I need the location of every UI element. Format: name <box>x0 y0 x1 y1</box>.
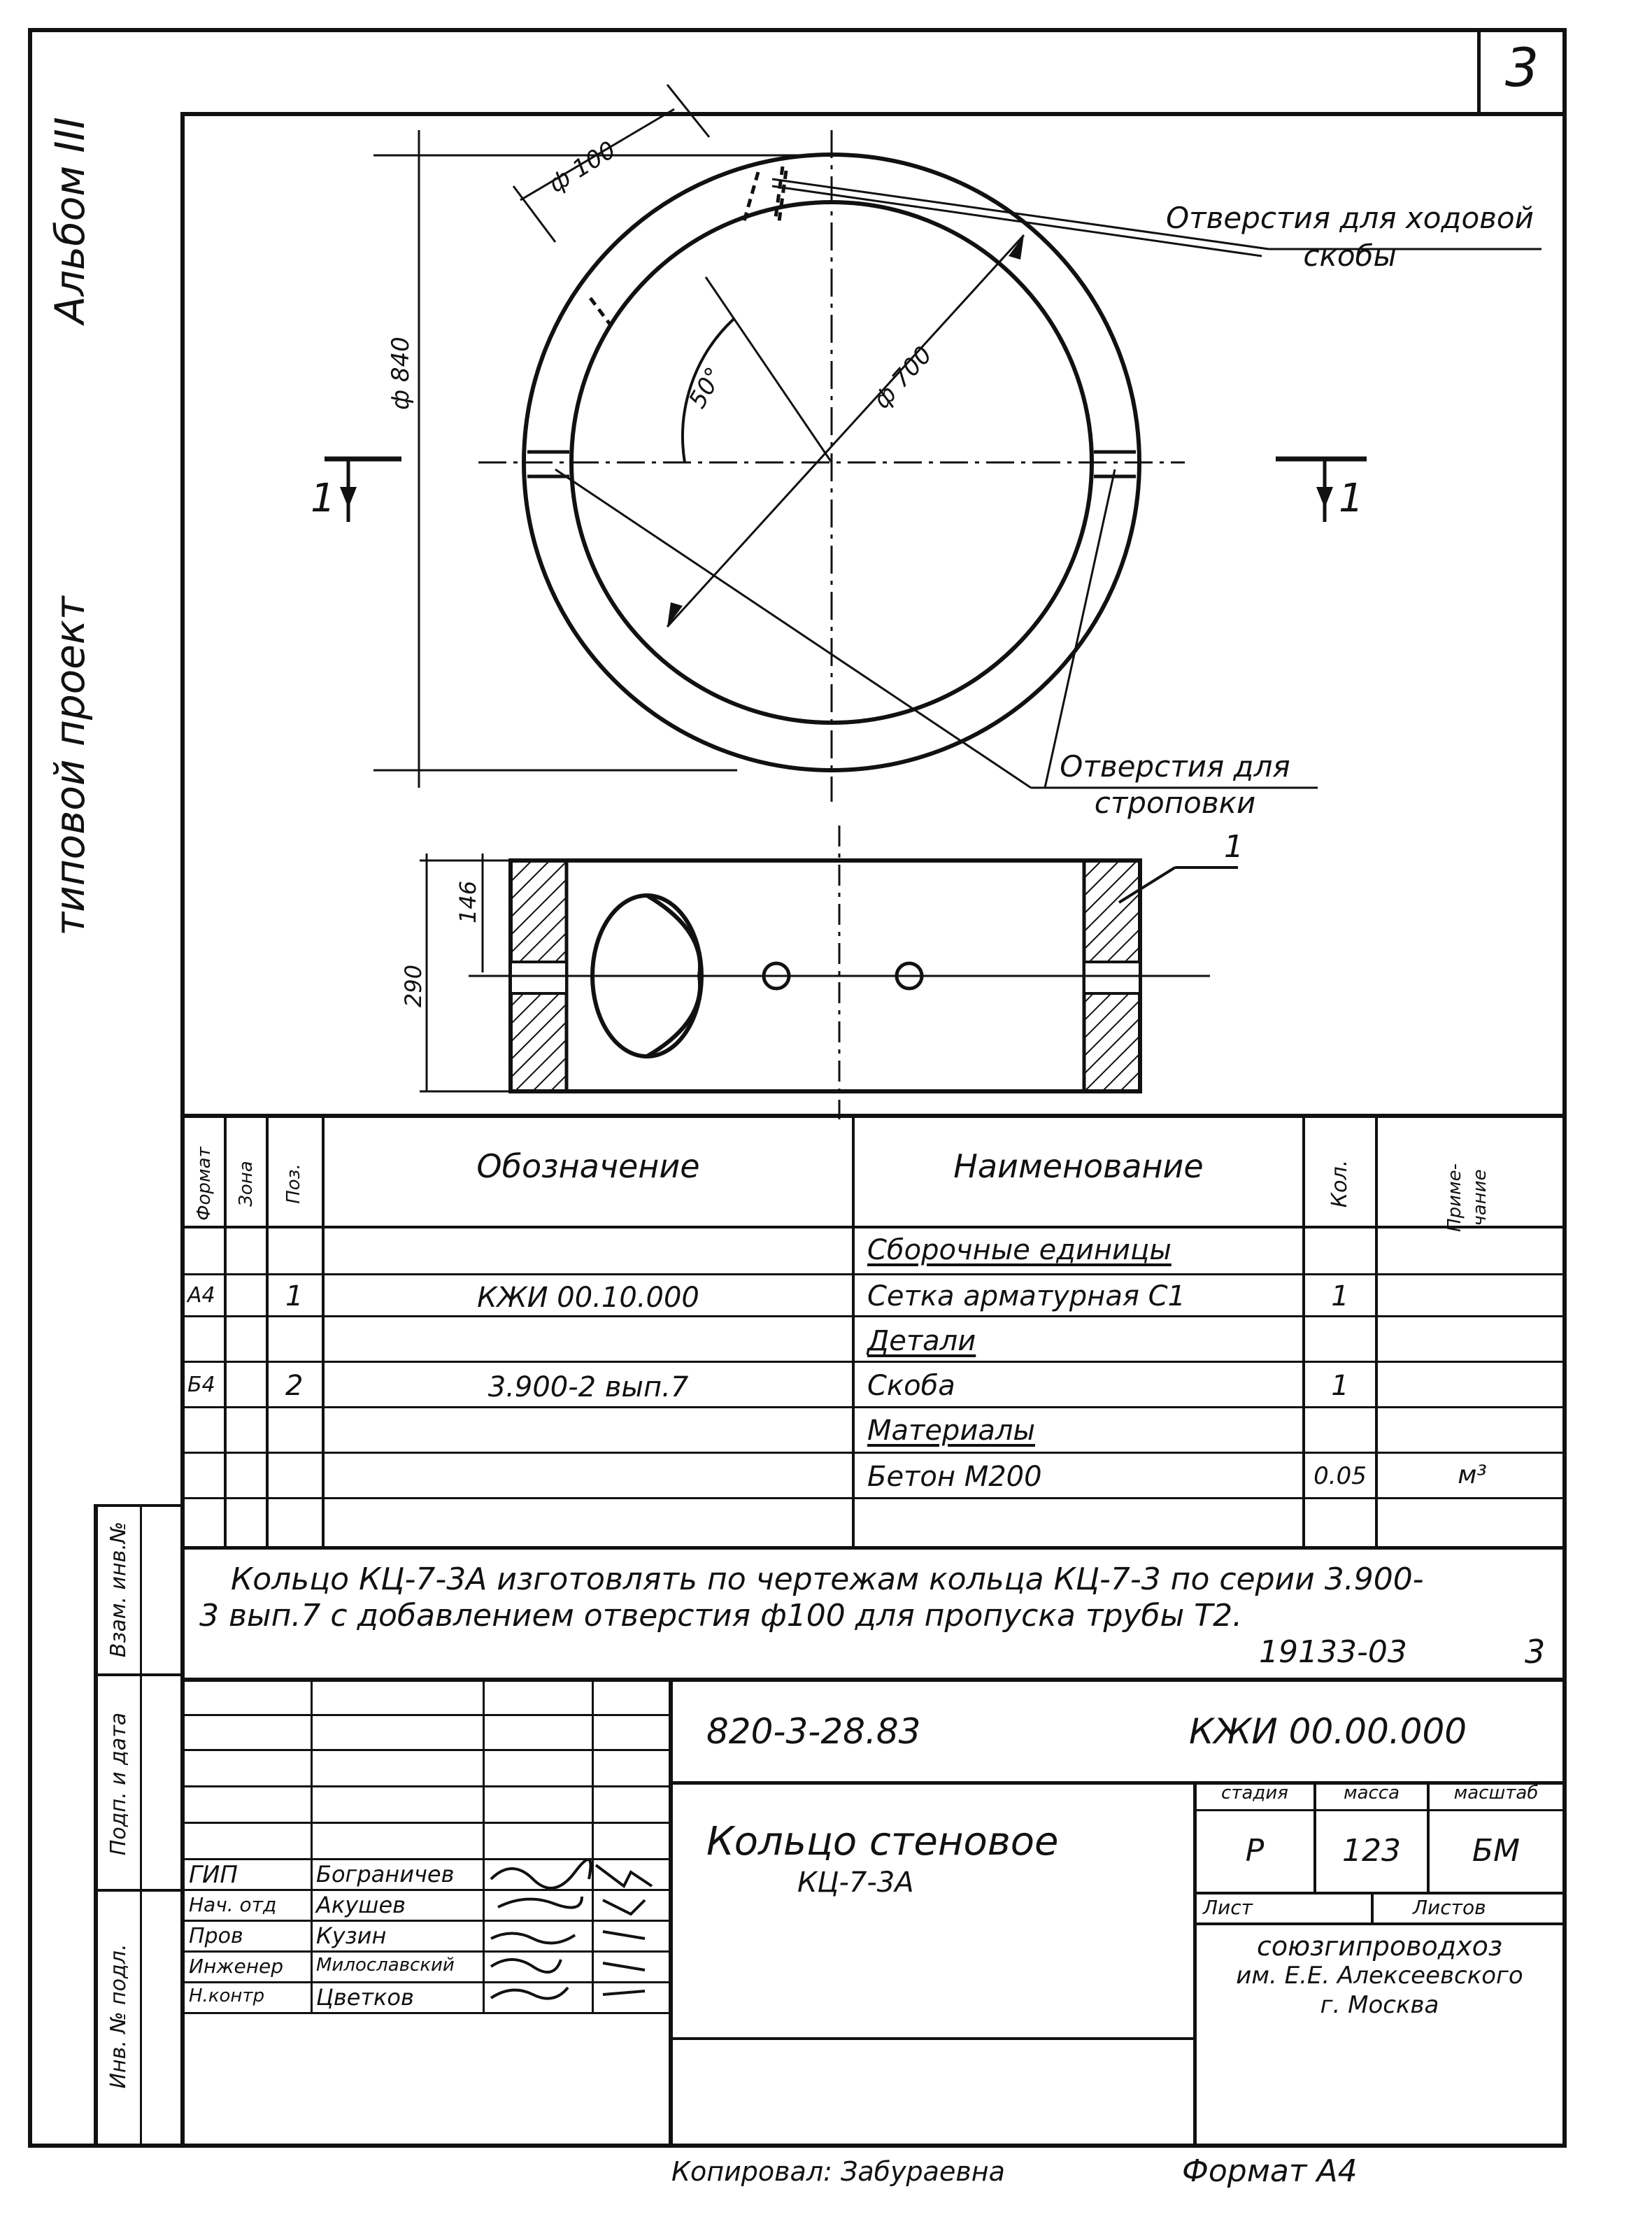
header-note: Приме- чание <box>1444 1163 1490 1232</box>
doc-ref: 19133-03 <box>1259 1634 1407 1670</box>
row1-name: Сетка арматурная С1 <box>867 1280 1185 1312</box>
signatures <box>484 1858 669 2012</box>
row3-qty: 0.05 <box>1313 1462 1367 1490</box>
row3-note: м³ <box>1458 1461 1487 1489</box>
stamp-sign-date: Подп. и дата <box>106 1712 131 1856</box>
dim-hole-label: ф 100 <box>543 136 621 199</box>
dim-inner-label: ф 700 <box>867 341 938 415</box>
row-materials: Материалы <box>867 1415 1035 1447</box>
org-line1: союзгипроводхоз <box>1256 1931 1503 1962</box>
row1-pos: 1 <box>285 1280 304 1312</box>
row1-format: А4 <box>187 1283 215 1308</box>
header-name: Наименование <box>953 1147 1204 1185</box>
pos-label: 1 <box>1224 829 1244 865</box>
staff-role-5: Н.контр <box>189 1985 265 2006</box>
row2-format: Б4 <box>187 1373 215 1397</box>
note-line1: Кольцо КЦ-7-3А изготовлять по чертежам кольца КЦ-7-3 по серии 3.900- <box>231 1561 1424 1597</box>
mass-value: 123 <box>1342 1833 1401 1869</box>
row-details: Детали <box>867 1325 976 1357</box>
org-line3: г. Москва <box>1320 1991 1439 2019</box>
angle-label: 50° <box>683 362 729 413</box>
staff-name-3: Кузин <box>316 1922 387 1949</box>
staff-name-5: Цветков <box>316 1984 414 2011</box>
staff-role-1: ГИП <box>189 1861 238 1889</box>
stamp-replace-inv: Взам. инв.№ <box>106 1521 131 1658</box>
header-zone: Зона <box>236 1161 257 1207</box>
project-code: 820-3-28.83 <box>706 1711 921 1752</box>
section-mark-right: 1 <box>1339 476 1364 521</box>
org-line2: им. Е.Е. Алексеевского <box>1236 1962 1523 1990</box>
outer-frame-top <box>28 28 1567 32</box>
row2-name: Скоба <box>867 1370 955 1402</box>
staff-role-4: Инженер <box>189 1955 284 1978</box>
stage-value: Р <box>1245 1833 1265 1869</box>
scale-value: БМ <box>1472 1833 1521 1869</box>
row3-name: Бетон М200 <box>867 1461 1042 1493</box>
doc-code: КЖИ 00.00.000 <box>1189 1711 1467 1752</box>
doc-ref-sheet: 3 <box>1525 1633 1546 1671</box>
footer-format: Формат А4 <box>1182 2153 1358 2189</box>
callout-ladder-holes: Отверстия для ходовой скобы <box>1166 201 1534 273</box>
sheet-label: Лист <box>1203 1896 1253 1919</box>
header-format: Формат <box>194 1147 215 1221</box>
item-name: Кольцо стеновое <box>706 1819 1059 1864</box>
section-view-drawing <box>400 826 1245 1119</box>
header-pos: Поз. <box>283 1163 304 1204</box>
item-code: КЦ-7-3А <box>797 1867 914 1899</box>
row1-qty: 1 <box>1331 1280 1349 1312</box>
stage-label: стадия <box>1221 1783 1288 1804</box>
dim-outer-label: ф 840 <box>387 337 415 410</box>
album-label: Альбом III <box>46 117 94 324</box>
outer-frame-left <box>28 28 32 2148</box>
header-qty: Кол. <box>1327 1159 1352 1208</box>
dim-h1-label: 146 <box>455 880 481 923</box>
footer-copied: Копировал: Забураевна <box>671 2156 1005 2187</box>
sheets-label: Листов <box>1413 1896 1486 1919</box>
staff-name-2: Акушев <box>316 1892 406 1918</box>
row2-pos: 2 <box>285 1370 304 1402</box>
outer-frame-bottom <box>28 2144 1567 2148</box>
stamp-inv-orig: Инв. № подл. <box>106 1943 131 2089</box>
scale-label: масштаб <box>1453 1783 1539 1804</box>
callout-lifting-holes: Отверстия для строповки <box>1060 749 1290 820</box>
row2-designation: 3.900-2 вып.7 <box>487 1371 689 1403</box>
staff-name-4: Милославский <box>316 1955 455 1976</box>
note-line2: 3 вып.7 с добавлением отверстия ф100 для пропуска трубы Т2. <box>199 1598 1243 1634</box>
mass-label: масса <box>1343 1783 1400 1804</box>
header-designation: Обозначение <box>476 1147 700 1185</box>
project-type-label: типовой проект <box>46 596 94 936</box>
sheet-number: 3 <box>1504 36 1539 99</box>
dim-h2-label: 290 <box>400 964 427 1007</box>
staff-role-2: Нач. отд <box>189 1893 277 1916</box>
row2-qty: 1 <box>1331 1370 1349 1402</box>
row-assembly-units: Сборочные единицы <box>867 1234 1172 1266</box>
staff-name-1: Бограничев <box>316 1861 455 1888</box>
row1-designation: КЖИ 00.10.000 <box>477 1282 699 1314</box>
section-mark-left: 1 <box>311 476 336 521</box>
staff-role-3: Пров <box>189 1924 243 1948</box>
outer-frame-right <box>1562 28 1567 2148</box>
